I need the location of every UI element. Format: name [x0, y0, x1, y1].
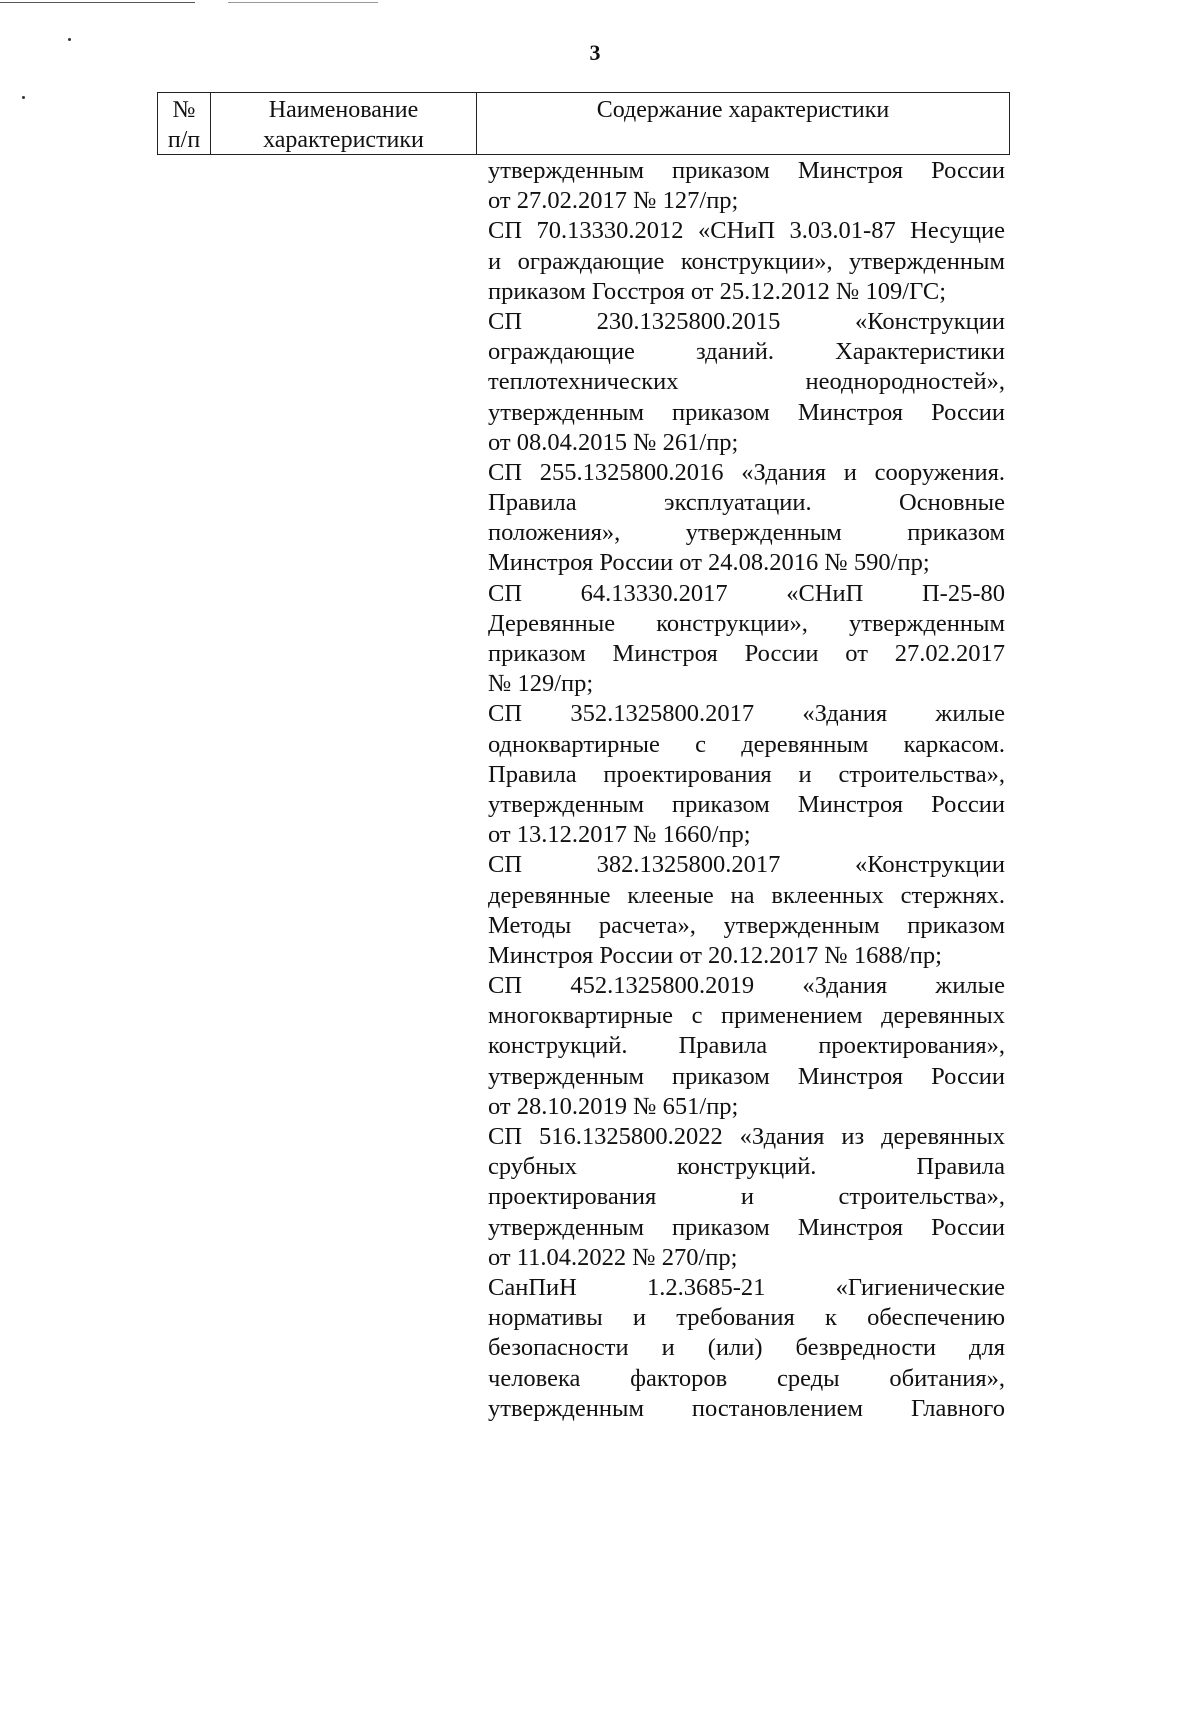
- text-line: Минстроя России от 24.08.2016 № 590/пр;: [488, 549, 930, 577]
- text-line: утвержденным приказом Минстроя России: [488, 790, 1005, 818]
- header-number-sublabel: п/п: [167, 127, 201, 153]
- text-line: от 28.10.2019 № 651/пр;: [488, 1092, 739, 1120]
- text-line: конструкций. Правила проектирования»,: [488, 1032, 1005, 1060]
- text-line: утвержденным приказом Минстроя России: [488, 398, 1005, 426]
- scan-edge-line: [0, 2, 195, 3]
- text-line: СП 352.1325800.2017 «Здания жилые: [488, 700, 1005, 728]
- text-line: нормативы и требования к обеспечению: [488, 1304, 1005, 1332]
- text-line: утвержденным приказом Минстроя России: [488, 1062, 1005, 1090]
- regulation-paragraph: [488, 156, 1005, 216]
- text-line: СП 70.13330.2012 «СНиП 3.03.01-87 Несущие: [488, 217, 1005, 245]
- text-line: СП 64.13330.2017 «СНиП П-25-80: [488, 579, 1005, 607]
- text-line: СП 452.1325800.2019 «Здания жилые: [488, 972, 1005, 1000]
- header-name-column: [211, 93, 477, 154]
- text-line: от 13.12.2017 № 1660/пр;: [488, 821, 751, 849]
- regulation-paragraph: [488, 579, 1005, 700]
- regulation-paragraph: [488, 307, 1005, 458]
- text-line: положения», утвержденным приказом: [488, 519, 1005, 547]
- table-header: [157, 92, 1010, 155]
- text-line: одноквартирные с деревянным каркасом.: [488, 730, 1005, 758]
- text-line: СП 516.1325800.2022 «Здания из деревянных: [488, 1123, 1005, 1150]
- text-line: от 08.04.2015 № 261/пр;: [488, 428, 739, 456]
- text-line: Методы расчета», утвержденным приказом: [488, 911, 1005, 939]
- regulation-paragraph: [488, 1273, 1005, 1424]
- regulation-paragraph: [488, 850, 1005, 971]
- text-line: приказом Минстроя России от 27.02.2017: [488, 640, 1005, 667]
- text-line: деревянные клееные на вклеенных стержнях.: [488, 881, 1005, 909]
- text-line: человека факторов среды обитания»,: [488, 1364, 1005, 1392]
- text-line: СП 382.1325800.2017 «Конструкции: [488, 851, 1005, 879]
- text-line: и ограждающие конструкции», утвержденным: [488, 247, 1005, 275]
- text-line: приказом Госстроя от 25.12.2012 № 109/ГС;: [488, 277, 947, 305]
- text-line: безопасности и (или) безвредности для: [488, 1334, 1005, 1362]
- text-line: ограждающие зданий. Характеристики: [488, 338, 1005, 366]
- text-line: от 27.02.2017 № 127/пр;: [488, 187, 739, 215]
- header-name-sublabel: характеристики: [263, 127, 424, 153]
- regulation-paragraph: [488, 216, 1005, 307]
- header-number-label: №: [172, 97, 196, 123]
- scan-edge-line: [228, 2, 378, 3]
- regulation-paragraph: [488, 458, 1005, 579]
- text-line: Минстроя России от 20.12.2017 № 1688/пр;: [488, 941, 942, 969]
- text-line: Деревянные конструкции», утвержденным: [488, 609, 1005, 637]
- characteristic-content: [488, 156, 1005, 1424]
- text-line: СП 230.1325800.2015 «Конструкции: [488, 307, 1005, 335]
- text-line: утвержденным приказом Минстроя России: [488, 157, 1005, 184]
- text-line: Правила проектирования и строительства»,: [488, 760, 1005, 788]
- header-number-column: [158, 93, 211, 154]
- text-line: № 129/пр;: [488, 670, 594, 698]
- page-number: 3: [589, 40, 601, 65]
- text-line: от 11.04.2022 № 270/пр;: [488, 1243, 738, 1271]
- text-line: проектирования и строительства»,: [488, 1183, 1005, 1211]
- text-line: многоквартирные с применением деревянных: [488, 1002, 1005, 1030]
- text-line: утвержденным приказом Минстроя России: [488, 1213, 1005, 1241]
- regulation-paragraph: [488, 971, 1005, 1122]
- header-content-column: [477, 93, 1009, 154]
- text-line: СП 255.1325800.2016 «Здания и сооружения.: [488, 458, 1005, 486]
- header-content-label: Содержание характеристики: [596, 97, 890, 123]
- text-line: срубных конструкций. Правила: [488, 1153, 1005, 1181]
- text-line: Правила эксплуатации. Основные: [488, 489, 1005, 517]
- regulation-paragraph: [488, 699, 1005, 850]
- regulation-paragraph: [488, 1122, 1005, 1273]
- scan-speck: [22, 96, 25, 99]
- text-line: теплотехнических неоднородностей»,: [488, 368, 1005, 396]
- text-line: СанПиН 1.2.3685-21 «Гигиенические: [488, 1273, 1005, 1301]
- header-name-label: Наименование: [268, 97, 419, 123]
- text-line: утвержденным постановлением Главного: [488, 1394, 1005, 1422]
